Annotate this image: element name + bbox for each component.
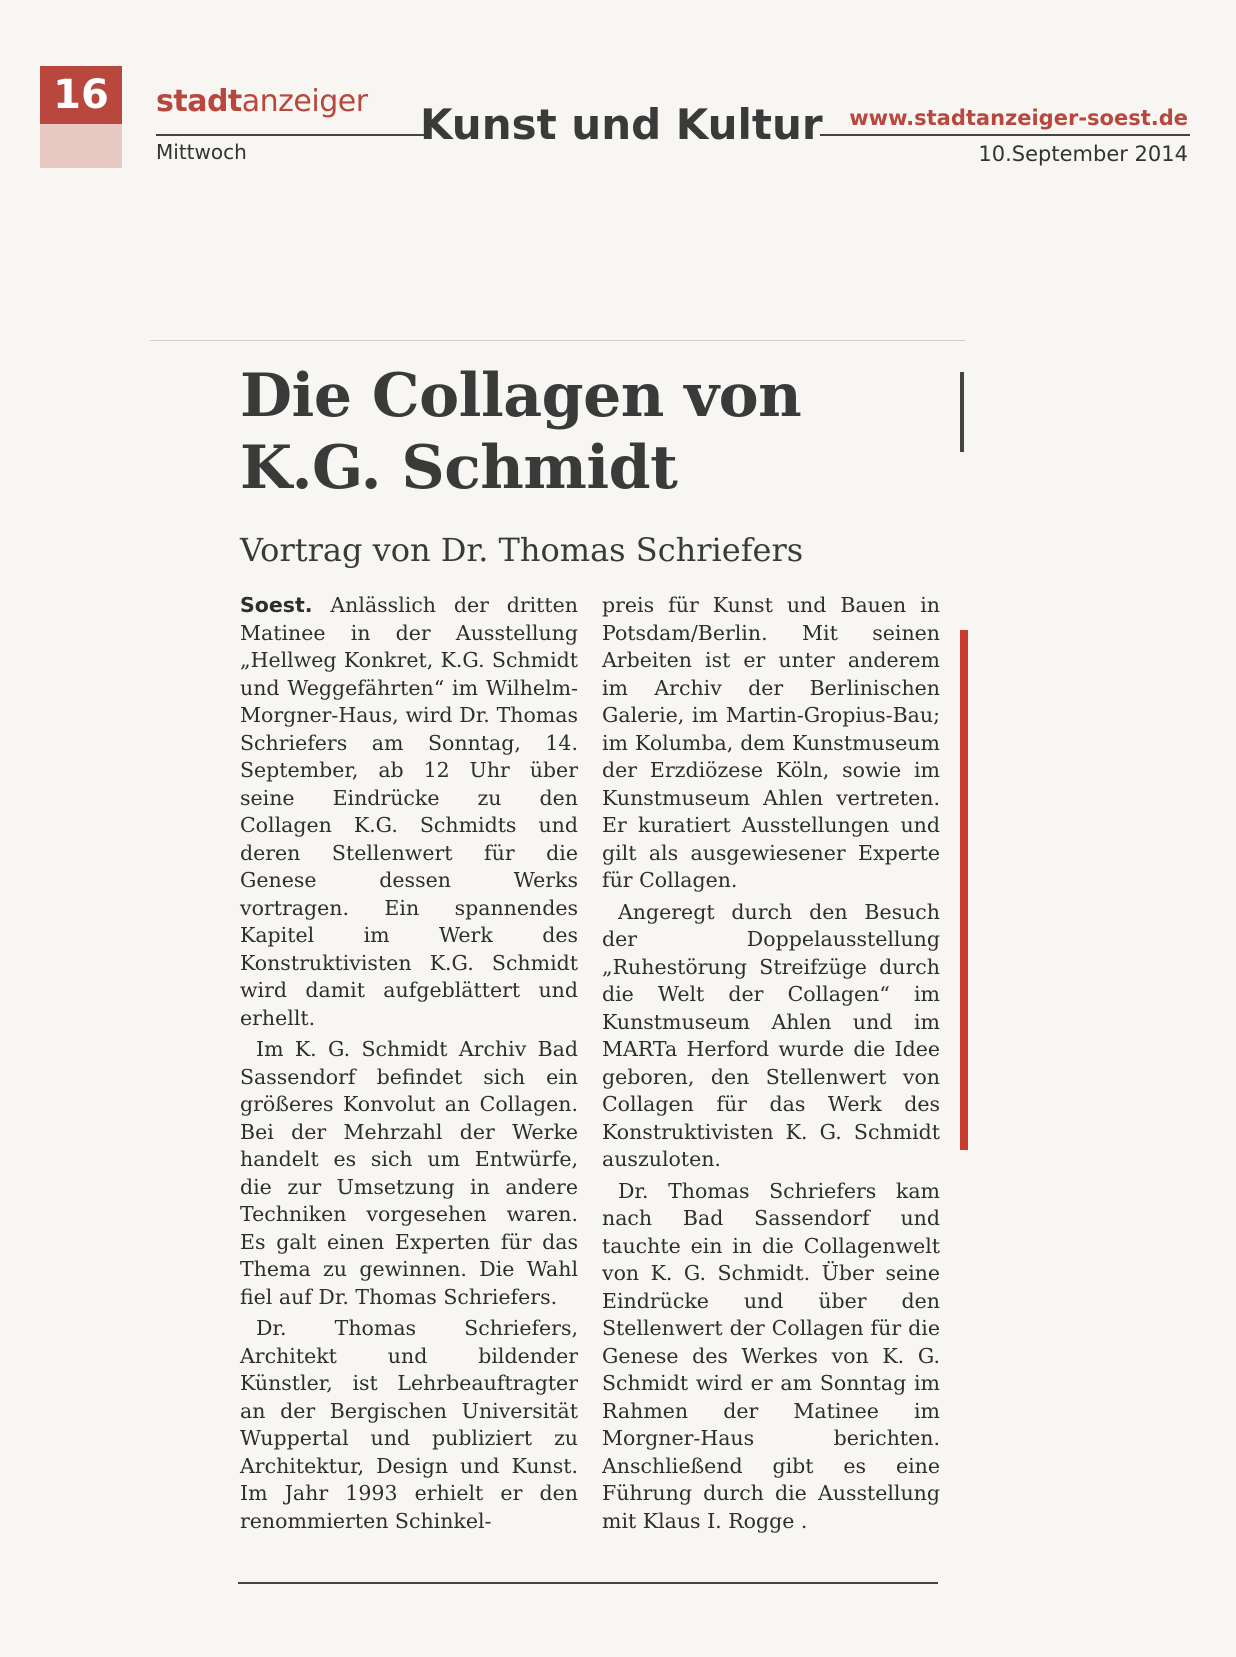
newspaper-masthead xyxy=(0,0,1236,200)
header-rule-right xyxy=(820,134,1190,136)
article-headline xyxy=(240,360,940,504)
logo-part-light: anzeiger xyxy=(241,84,368,119)
clipping-edge-top xyxy=(150,340,965,341)
dateline: Soest. xyxy=(240,593,313,617)
column-2 xyxy=(602,592,940,1535)
paragraph: Angeregt durch den Besuch der Doppelausstellung „Ruhestörung Streifzüge durch die Welt der Collagen“ im Kunstmuseum Ahlen und im MARTa Herford wurde die Idee geboren, den Stellenwert von Collagen für das Werk des Konstruktivisten K. G. Schmidt auszuloten. xyxy=(602,899,940,1171)
adjacent-ad-fragment xyxy=(960,630,968,1150)
paragraph xyxy=(240,592,578,1032)
paragraph: preis für Kunst und Bauen in Potsdam/Berlin. Mit seinen Arbeiten ist er unter anderem im Archiv der Berlinischen Galerie, im Martin-Gropius-Bau; im Kolumba, dem Kunstmuseum der Erzdiözese Köln, sowie im Kunstmuseum Ahlen vertreten. Er kuratiert Ausstellungen und gilt als ausgewiesener Experte für Collagen. xyxy=(602,593,940,892)
newspaper-logo xyxy=(156,84,368,119)
column-1 xyxy=(240,592,578,1535)
headline-line-2: K.G. Schmidt xyxy=(240,433,678,503)
article-body xyxy=(240,592,940,1535)
paragraph: Dr. Thomas Schriefers, Architekt und bildender Künstler, ist Lehrbeauftragter an der Bergischen Universität Wuppertal und publiziert zu Architektur, Design und Kunst. Im Jahr 1993 erhielt er den renommierten Schinkel- xyxy=(240,1316,578,1533)
issue-date: 10.September 2014 xyxy=(978,142,1188,166)
header-rule-left xyxy=(156,134,426,136)
page-number: 16 xyxy=(40,66,122,124)
article-subhead: Vortrag von Dr. Thomas Schriefers xyxy=(240,531,804,569)
paragraph: Im K. G. Schmidt Archiv Bad Sassendorf befindet sich ein größeres Konvolut an Collagen. Bei der Mehrzahl der Werke handelt es sich um Entwürfe, die zur Umsetzung in andere Techniken vorgesehen waren. Es galt einen Experten für das Thema zu gewinnen. Die Wahl fiel auf Dr. Thomas Schriefers. xyxy=(240,1037,578,1309)
paragraph-text: Anlässlich der dritten Matinee in der Ausstellung „Hellweg Konkret, K.G. Schmidt und Weggefährten“ im Wilhelm-Morgner-Haus, wird Dr. Thomas Schriefers am Sonntag, 14. September, ab 12 Uhr über seine Eindrücke zu den Collagen K.G. Schmidts und deren Stellenwert für die Genese dessen Werks vortragen. Ein spannendes Kapitel im Werk des Konstruktivisten K.G. Schmidt wird damit aufgeblättert und erhellt. xyxy=(240,593,578,1030)
website-url: www.stadtanzeiger-soest.de xyxy=(849,106,1188,130)
clipping-edge-bottom xyxy=(238,1582,938,1584)
paragraph: Dr. Thomas Schriefers kam nach Bad Sassendorf und tauchte ein in die Collagenwelt von K. G. Schmidt. Über seine Eindrücke und über den Stellenwert der Collagen für die Genese des Werkes von K. G. Schmidt wird er am Sonntag im Rahmen der Matinee im Morgner-Haus berichten. Anschließend gibt es eine Führung durch die Ausstellung mit Klaus I. Rogge . xyxy=(602,1178,940,1533)
clipping-edge-right xyxy=(960,372,964,452)
weekday: Mittwoch xyxy=(156,140,247,164)
headline-line-1: Die Collagen von xyxy=(240,361,802,431)
page-number-accent xyxy=(40,124,122,168)
logo-part-bold: stadt xyxy=(156,84,242,119)
article xyxy=(240,360,940,1535)
section-title: Kunst und Kultur xyxy=(420,100,823,149)
